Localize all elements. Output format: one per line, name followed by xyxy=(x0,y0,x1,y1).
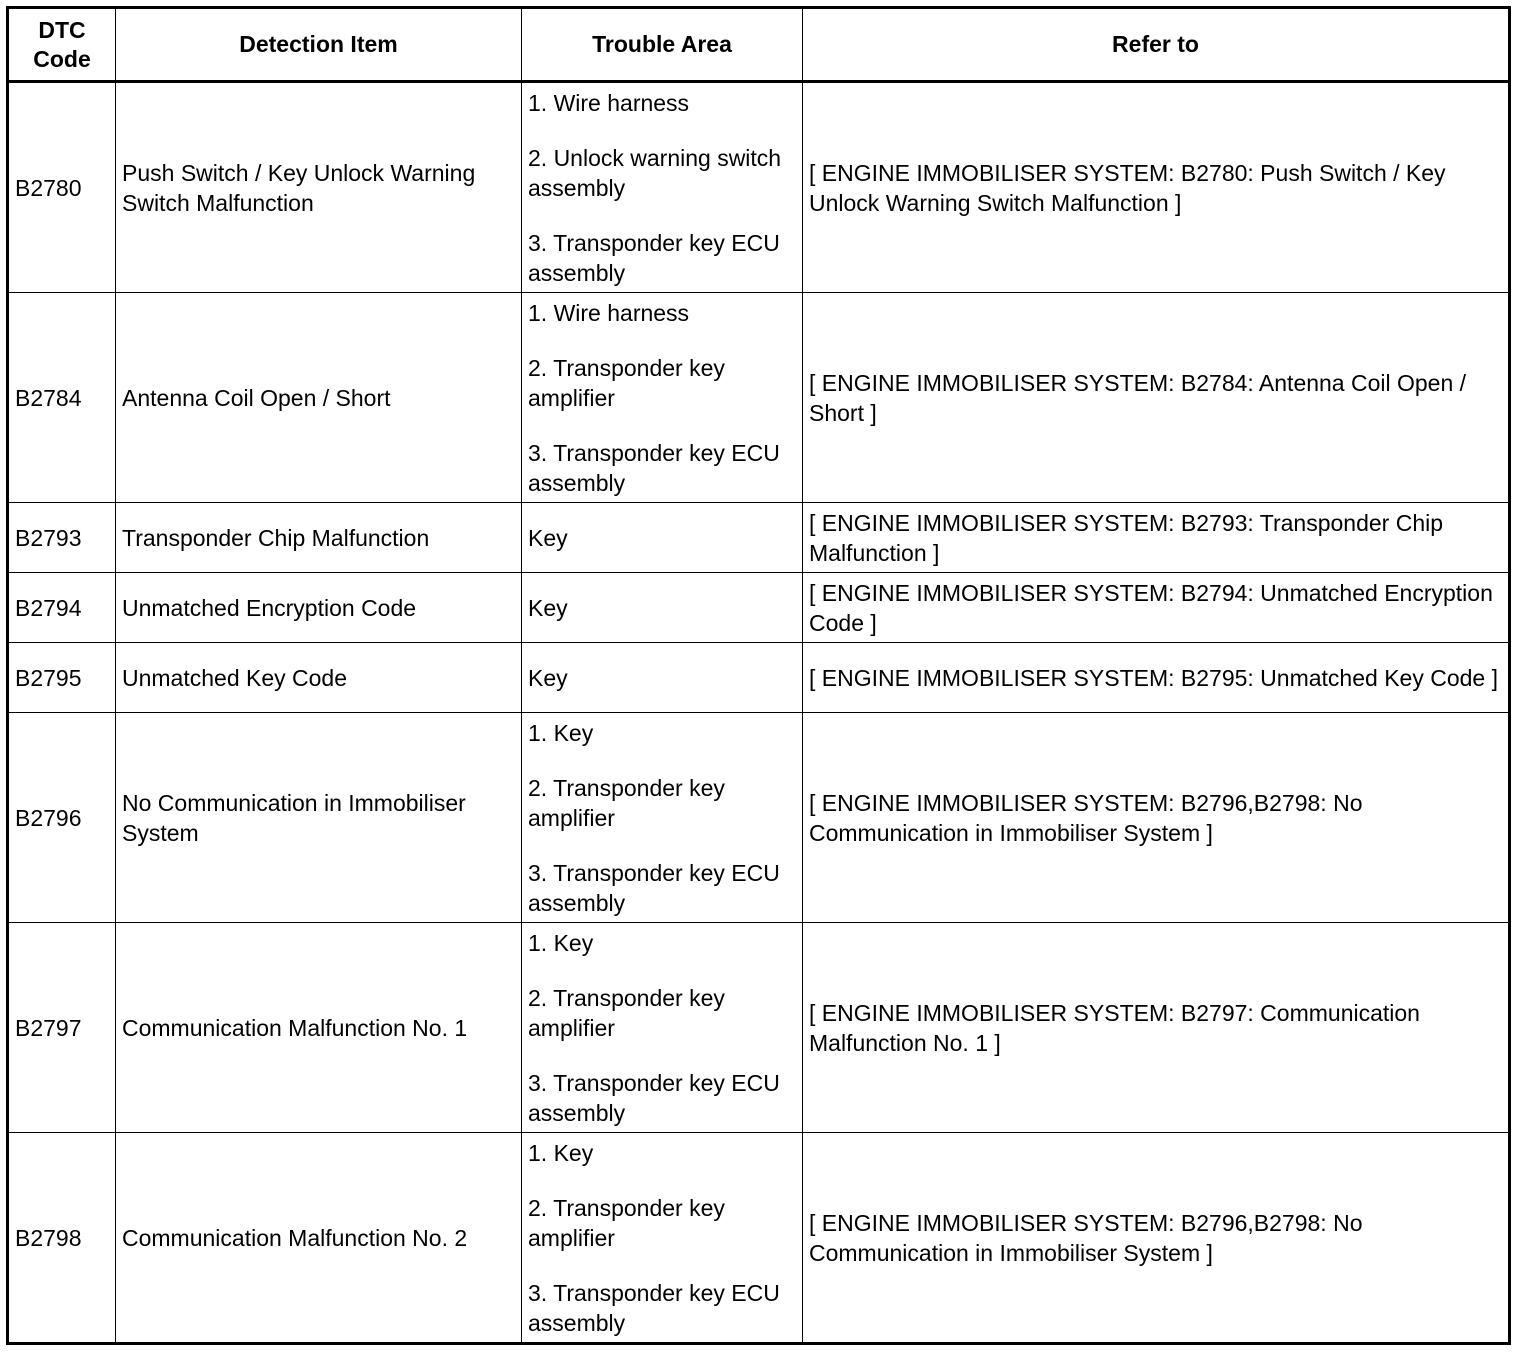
refer-to-cell: [ ENGINE IMMOBILISER SYSTEM: B2784: Antenna Coil Open / Short ] xyxy=(803,293,1510,503)
trouble-area-cell xyxy=(522,573,803,643)
trouble-area-item: Key xyxy=(528,524,568,551)
refer-to-cell: [ ENGINE IMMOBILISER SYSTEM: B2795: Unmatched Key Code ] xyxy=(803,643,1510,713)
table-row xyxy=(8,82,1510,293)
refer-to-cell: [ ENGINE IMMOBILISER SYSTEM: B2796,B2798: No Communication in Immobiliser System ] xyxy=(803,713,1510,923)
dtc-table xyxy=(6,6,1511,1345)
detection-item-cell: Antenna Coil Open / Short xyxy=(116,293,522,503)
trouble-area-item: 3. Transponder key ECU assembly xyxy=(528,439,780,496)
table-row xyxy=(8,293,1510,503)
detection-item-cell: Communication Malfunction No. 2 xyxy=(116,1133,522,1344)
dtc-code-cell: B2780 xyxy=(8,82,116,293)
table-body xyxy=(8,82,1510,1344)
refer-to-cell: [ ENGINE IMMOBILISER SYSTEM: B2793: Transponder Chip Malfunction ] xyxy=(803,503,1510,573)
refer-to-cell: [ ENGINE IMMOBILISER SYSTEM: B2780: Push Switch / Key Unlock Warning Switch Malfunction ] xyxy=(803,82,1510,293)
trouble-area-item: 3. Transponder key ECU assembly xyxy=(528,1279,780,1336)
trouble-area-item: 1. Wire harness xyxy=(528,89,690,116)
trouble-area-cell xyxy=(522,713,803,923)
trouble-area-cell xyxy=(522,293,803,503)
trouble-area-item: 1. Wire harness xyxy=(528,299,690,326)
trouble-area-cell xyxy=(522,923,803,1133)
trouble-area-cell xyxy=(522,503,803,573)
detection-item-cell: Unmatched Encryption Code xyxy=(116,573,522,643)
dtc-code-cell: B2784 xyxy=(8,293,116,503)
refer-to-cell: [ ENGINE IMMOBILISER SYSTEM: B2797: Communication Malfunction No. 1 ] xyxy=(803,923,1510,1133)
trouble-area-item: 2. Transponder key amplifier xyxy=(528,984,725,1041)
trouble-area-item: 2. Unlock warning switch assembly xyxy=(528,144,782,201)
trouble-area-item: 1. Key xyxy=(528,719,594,746)
table-row xyxy=(8,713,1510,923)
dtc-code-cell: B2797 xyxy=(8,923,116,1133)
dtc-code-cell: B2795 xyxy=(8,643,116,713)
trouble-area-cell xyxy=(522,643,803,713)
detection-item-cell: Communication Malfunction No. 1 xyxy=(116,923,522,1133)
trouble-area-item: 3. Transponder key ECU assembly xyxy=(528,229,780,286)
trouble-area-item: Key xyxy=(528,594,568,621)
trouble-area-cell xyxy=(522,82,803,293)
trouble-area-item: 1. Key xyxy=(528,929,594,956)
header-detection-item: Detection Item xyxy=(116,8,522,82)
detection-item-cell: Unmatched Key Code xyxy=(116,643,522,713)
table-row xyxy=(8,503,1510,573)
table-row xyxy=(8,1133,1510,1344)
dtc-code-cell: B2793 xyxy=(8,503,116,573)
detection-item-cell: Transponder Chip Malfunction xyxy=(116,503,522,573)
trouble-area-item: 2. Transponder key amplifier xyxy=(528,354,725,411)
trouble-area-cell xyxy=(522,1133,803,1344)
header-dtc-code: DTC Code xyxy=(8,8,116,82)
table-row xyxy=(8,573,1510,643)
header-trouble-area: Trouble Area xyxy=(522,8,803,82)
dtc-code-cell: B2798 xyxy=(8,1133,116,1344)
trouble-area-item: Key xyxy=(528,664,568,691)
trouble-area-item: 2. Transponder key amplifier xyxy=(528,1194,725,1251)
table-header xyxy=(8,8,1510,82)
header-refer-to: Refer to xyxy=(803,8,1510,82)
trouble-area-item: 3. Transponder key ECU assembly xyxy=(528,859,780,916)
trouble-area-item: 2. Transponder key amplifier xyxy=(528,774,725,831)
detection-item-cell: Push Switch / Key Unlock Warning Switch Malfunction xyxy=(116,82,522,293)
refer-to-cell: [ ENGINE IMMOBILISER SYSTEM: B2794: Unmatched Encryption Code ] xyxy=(803,573,1510,643)
trouble-area-item: 3. Transponder key ECU assembly xyxy=(528,1069,780,1126)
detection-item-cell: No Communication in Immobiliser System xyxy=(116,713,522,923)
table-row xyxy=(8,643,1510,713)
refer-to-cell: [ ENGINE IMMOBILISER SYSTEM: B2796,B2798: No Communication in Immobiliser System ] xyxy=(803,1133,1510,1344)
dtc-code-cell: B2794 xyxy=(8,573,116,643)
dtc-code-cell: B2796 xyxy=(8,713,116,923)
table-row xyxy=(8,923,1510,1133)
header-row xyxy=(8,8,1510,82)
trouble-area-item: 1. Key xyxy=(528,1139,594,1166)
